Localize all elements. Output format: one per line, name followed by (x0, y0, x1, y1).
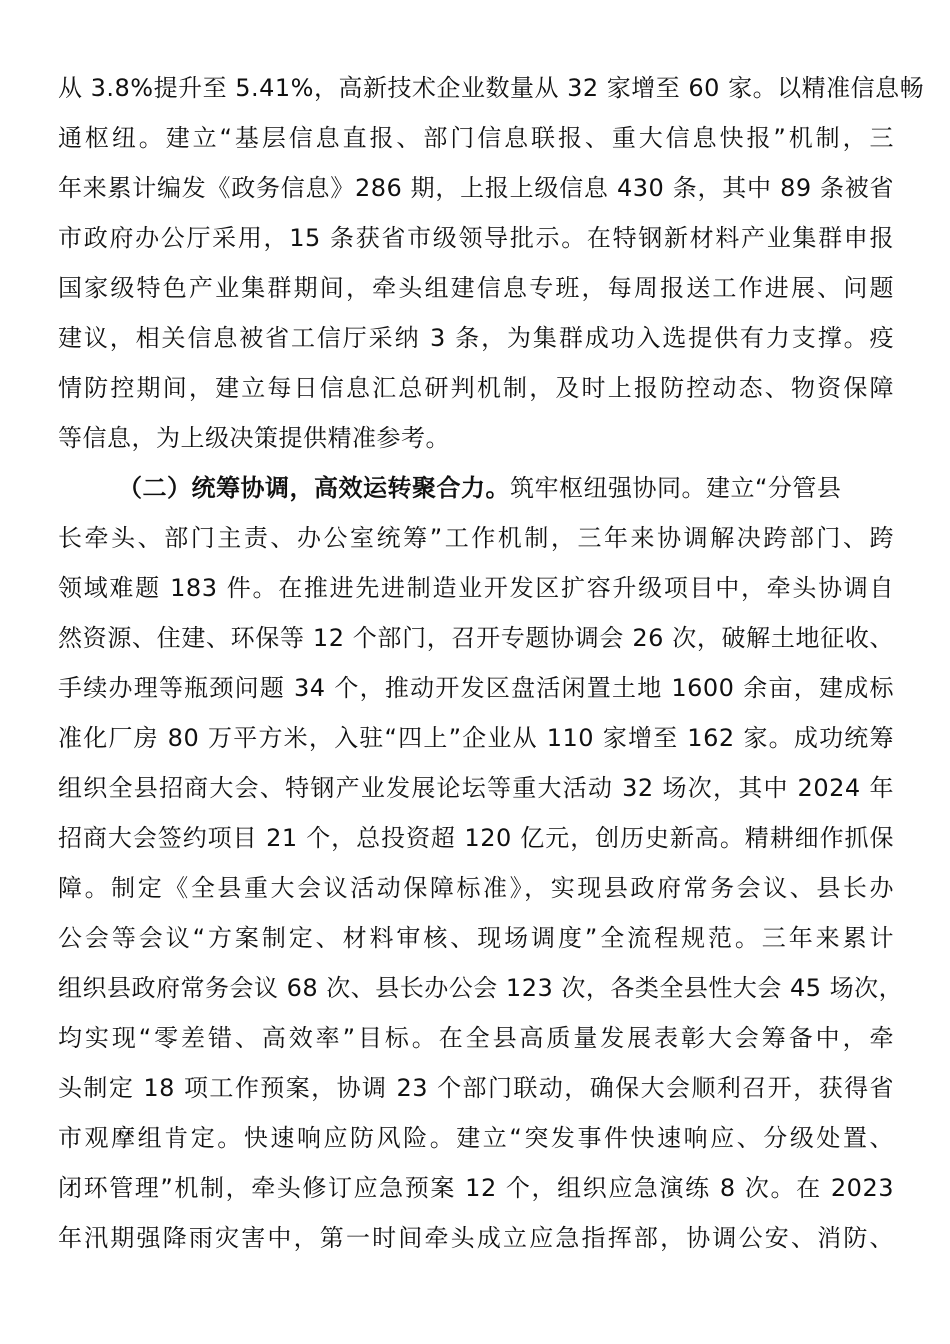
text-line: 组织全县招商大会、特钢产业发展论坛等重大活动 32 场次，其中 2024 年 (58, 774, 894, 802)
text-line: 年来累计编发《政务信息》286 期，上报上级信息 430 条，其中 89 条被省 (58, 174, 894, 202)
text-line: 然资源、住建、环保等 12 个部门，召开专题协调会 26 次，破解土地征收、 (58, 624, 894, 652)
text-line: 闭环管理”机制，牵头修订应急预案 12 个，组织应急演练 8 次。在 2023 (58, 1174, 894, 1202)
text-line: 手续办理等瓶颈问题 34 个，推动开发区盘活闲置土地 1600 余亩，建成标 (58, 674, 894, 702)
text-run: 筑牢枢纽强协同。建立“分管县 (510, 474, 842, 502)
text-line: 市观摩组肯定。快速响应防风险。建立“突发事件快速响应、分级处置、 (58, 1124, 894, 1152)
section-heading: （二）统筹协调，高效运转聚合力。 (118, 474, 510, 502)
text-line: 市政府办公厅采用，15 条获省市级领导批示。在特钢新材料产业集群申报 (58, 224, 894, 252)
text-line: 年汛期强降雨灾害中，第一时间牵头成立应急指挥部，协调公安、消防、 (58, 1224, 894, 1252)
text-line: 国家级特色产业集群期间，牵头组建信息专班，每周报送工作进展、问题 (58, 274, 894, 302)
paragraph-2-first-line (58, 463, 894, 513)
text-line: 情防控期间，建立每日信息汇总研判机制，及时上报防控动态、物资保障 (58, 374, 894, 402)
text-line: 等信息，为上级决策提供精准参考。 (58, 424, 450, 452)
text-line: 长牵头、部门主责、办公室统筹”工作机制，三年来协调解决跨部门、跨 (58, 524, 894, 552)
text-line: 组织县政府常务会议 68 次、县长办公会 123 次，各类全县性大会 45 场次， (58, 974, 904, 1002)
text-line: 公会等会议“方案制定、材料审核、现场调度”全流程规范。三年来累计 (58, 924, 894, 952)
text-line: 准化厂房 80 万平方米，入驻“四上”企业从 110 家增至 162 家。成功统筹 (58, 724, 894, 752)
text-line: 领域难题 183 件。在推进先进制造业开发区扩容升级项目中，牵头协调自 (58, 574, 894, 602)
body-text (58, 63, 925, 1263)
text-line: 从 3.8%提升至 5.41%，高新技术企业数量从 32 家增至 60 家。以精准信息畅 (58, 74, 925, 102)
text-line: 通枢纽。建立“基层信息直报、部门信息联报、重大信息快报”机制，三 (58, 124, 894, 152)
text-line: 均实现“零差错、高效率”目标。在全县高质量发展表彰大会筹备中，牵 (58, 1024, 894, 1052)
text-line: 头制定 18 项工作预案，协调 23 个部门联动，确保大会顺利召开，获得省 (58, 1074, 894, 1102)
paragraph-2 (58, 463, 904, 1263)
text-line: 招商大会签约项目 21 个，总投资超 120 亿元，创历史新高。精耕细作抓保 (58, 824, 894, 852)
paragraph-1 (58, 63, 925, 463)
text-line: 建议，相关信息被省工信厅采纳 3 条，为集群成功入选提供有力支撑。疫 (58, 324, 894, 352)
text-line: 障。制定《全县重大会议活动保障标准》，实现县政府常务会议、县长办 (58, 874, 894, 902)
